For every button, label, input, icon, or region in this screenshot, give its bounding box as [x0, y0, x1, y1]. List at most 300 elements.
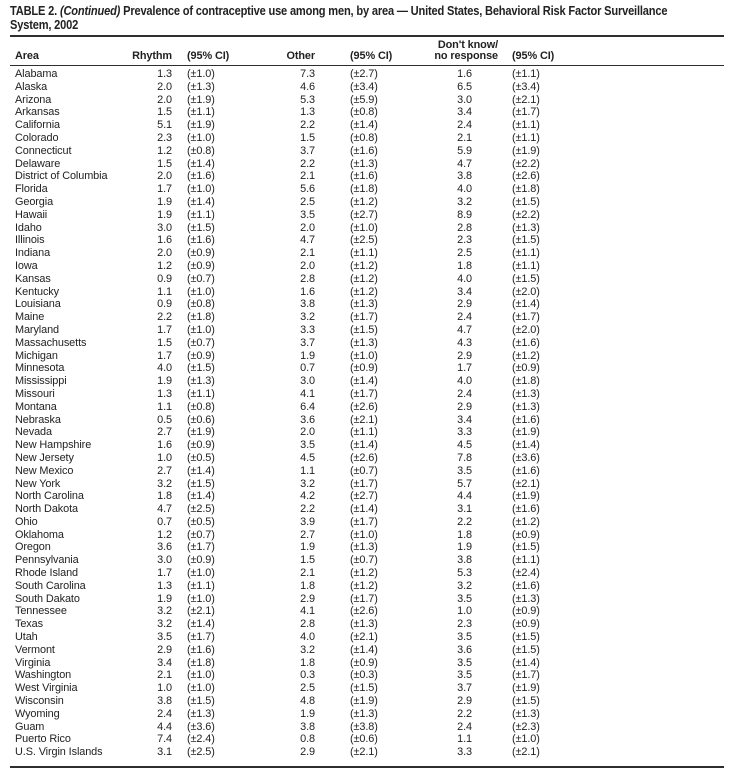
table-row — [10, 362, 724, 375]
rhythm-ci: (±2.1) — [187, 605, 215, 618]
dontknow-ci: (±1.3) — [512, 387, 540, 400]
rhythm-ci: (±0.9) — [187, 439, 215, 452]
rhythm-value: 1.9 — [157, 208, 172, 221]
rhythm-ci: (±0.8) — [187, 298, 215, 311]
rhythm-ci: (±1.4) — [187, 490, 215, 503]
other-ci: (±0.3) — [350, 669, 378, 682]
rhythm-ci: (±1.5) — [187, 695, 215, 708]
other-ci: (±2.6) — [350, 605, 378, 618]
other-value: 4.2 — [300, 490, 315, 503]
dontknow-value: 4.0 — [457, 272, 472, 285]
other-value: 3.8 — [300, 720, 315, 733]
dontknow-value: 1.8 — [457, 528, 472, 541]
area-cell: Hawaii — [15, 208, 48, 221]
table-row — [10, 286, 724, 299]
rhythm-value: 1.7 — [157, 323, 172, 336]
area-cell: Indiana — [15, 247, 51, 260]
rhythm-value: 2.0 — [157, 170, 172, 183]
rhythm-ci: (±1.3) — [187, 375, 215, 388]
dontknow-ci: (±2.4) — [512, 567, 540, 580]
rhythm-ci: (±1.8) — [187, 656, 215, 669]
table-row — [10, 401, 724, 414]
rhythm-value: 2.0 — [157, 247, 172, 260]
rhythm-value: 0.9 — [157, 298, 172, 311]
area-cell: Arizona — [15, 93, 52, 106]
rhythm-ci: (±1.9) — [187, 93, 215, 106]
table-row — [10, 490, 724, 503]
other-value: 4.1 — [300, 605, 315, 618]
rhythm-ci: (±0.7) — [187, 528, 215, 541]
other-ci: (±1.2) — [350, 579, 378, 592]
area-cell: Louisiana — [15, 298, 61, 311]
area-cell: Texas — [15, 618, 43, 631]
area-cell: Minnesota — [15, 362, 65, 375]
rhythm-value: 1.7 — [157, 349, 172, 362]
dontknow-value: 3.3 — [457, 746, 472, 759]
dontknow-value: 1.9 — [457, 541, 472, 554]
rhythm-value: 2.4 — [157, 707, 172, 720]
dontknow-ci: (±1.4) — [512, 656, 540, 669]
table-row — [10, 94, 724, 107]
column-header-dontknow — [430, 40, 510, 62]
other-value: 3.7 — [300, 144, 315, 157]
rhythm-ci: (±1.5) — [187, 477, 215, 490]
dontknow-ci: (±1.6) — [512, 413, 540, 426]
rhythm-value: 3.0 — [157, 221, 172, 234]
area-cell: Connecticut — [15, 144, 72, 157]
other-value: 3.2 — [300, 643, 315, 656]
rhythm-ci: (±1.0) — [187, 131, 215, 144]
area-cell: West Virginia — [15, 682, 78, 695]
dontknow-value: 3.5 — [457, 592, 472, 605]
rhythm-ci: (±0.7) — [187, 336, 215, 349]
dontknow-ci: (±1.3) — [512, 707, 540, 720]
other-ci: (±2.7) — [350, 68, 378, 80]
rhythm-value: 1.9 — [157, 195, 172, 208]
dontknow-value: 2.9 — [457, 349, 472, 362]
rhythm-ci: (±1.1) — [187, 106, 215, 119]
dontknow-ci: (±1.2) — [512, 349, 540, 362]
rhythm-ci: (±1.4) — [187, 618, 215, 631]
table-row — [10, 541, 724, 554]
dontknow-value: 3.2 — [457, 195, 472, 208]
dontknow-ci: (±2.2) — [512, 208, 540, 221]
area-cell: U.S. Virgin Islands — [15, 746, 103, 759]
dontknow-ci: (±1.4) — [512, 439, 540, 452]
other-ci: (±2.5) — [350, 234, 378, 247]
other-value: 1.1 — [300, 464, 315, 477]
other-ci: (±1.7) — [350, 387, 378, 400]
other-ci: (±0.6) — [350, 733, 378, 746]
other-ci: (±0.7) — [350, 554, 378, 567]
rhythm-ci: (±1.6) — [187, 643, 215, 656]
table-row — [10, 516, 724, 529]
rhythm-ci: (±1.0) — [187, 682, 215, 695]
rhythm-value: 0.5 — [157, 413, 172, 426]
dontknow-ci: (±2.1) — [512, 477, 540, 490]
table-row — [10, 618, 724, 631]
rhythm-value: 2.7 — [157, 464, 172, 477]
other-value: 2.9 — [300, 746, 315, 759]
dontknow-value: 3.4 — [457, 413, 472, 426]
table-row — [10, 644, 724, 657]
table-row — [10, 414, 724, 427]
table-row — [10, 260, 724, 273]
dontknow-value: 3.8 — [457, 170, 472, 183]
rhythm-value: 3.1 — [157, 746, 172, 759]
area-cell: Pennsylvania — [15, 554, 79, 567]
other-value: 5.3 — [300, 93, 315, 106]
other-ci: (±2.6) — [350, 451, 378, 464]
rhythm-ci: (±1.9) — [187, 119, 215, 132]
area-cell: Missouri — [15, 387, 55, 400]
table-row — [10, 554, 724, 567]
area-cell: Oklahoma — [15, 528, 64, 541]
dontknow-ci: (±1.6) — [512, 464, 540, 477]
area-cell: Michigan — [15, 349, 58, 362]
rhythm-value: 3.6 — [157, 541, 172, 554]
dontknow-value: 5.9 — [457, 144, 472, 157]
table-row — [10, 478, 724, 491]
area-cell: Florida — [15, 183, 48, 196]
area-cell: Montana — [15, 400, 57, 413]
other-value: 0.3 — [300, 669, 315, 682]
other-ci: (±1.7) — [350, 592, 378, 605]
dontknow-value: 2.4 — [457, 720, 472, 733]
title-table-number: TABLE 2. — [10, 4, 58, 18]
area-cell: Oregon — [15, 541, 51, 554]
other-value: 3.8 — [300, 298, 315, 311]
dontknow-ci: (±1.6) — [512, 336, 540, 349]
table-row — [10, 158, 724, 171]
area-cell: Idaho — [15, 221, 42, 234]
rhythm-value: 1.9 — [157, 375, 172, 388]
table-bottom-rule — [10, 766, 724, 768]
other-value: 3.3 — [300, 323, 315, 336]
other-ci: (±1.2) — [350, 195, 378, 208]
other-value: 2.2 — [300, 157, 315, 170]
area-cell: Guam — [15, 720, 45, 733]
other-ci: (±3.4) — [350, 80, 378, 93]
area-cell: Puerto Rico — [15, 733, 71, 746]
dontknow-ci: (±2.2) — [512, 157, 540, 170]
dontknow-ci: (±1.3) — [512, 221, 540, 234]
other-ci: (±1.3) — [350, 618, 378, 631]
dontknow-ci: (±1.9) — [512, 490, 540, 503]
column-header-area: Area — [15, 50, 39, 62]
table-row — [10, 68, 724, 81]
other-ci: (±0.9) — [350, 656, 378, 669]
dontknow-value: 1.0 — [457, 605, 472, 618]
rhythm-value: 1.0 — [157, 682, 172, 695]
table-row — [10, 324, 724, 337]
rhythm-value: 1.5 — [157, 157, 172, 170]
rhythm-ci: (±1.6) — [187, 170, 215, 183]
dontknow-value: 2.5 — [457, 247, 472, 260]
area-cell: New Jersety — [15, 451, 74, 464]
dontknow-ci: (±1.5) — [512, 541, 540, 554]
dontknow-ci: (±1.7) — [512, 106, 540, 119]
dontknow-value: 4.4 — [457, 490, 472, 503]
dontknow-ci: (±0.9) — [512, 605, 540, 618]
other-value: 2.8 — [300, 618, 315, 631]
rhythm-value: 3.0 — [157, 554, 172, 567]
other-value: 4.0 — [300, 631, 315, 644]
area-cell: Mississippi — [15, 375, 67, 388]
dontknow-ci: (±1.5) — [512, 195, 540, 208]
table-row — [10, 350, 724, 363]
area-cell: Georgia — [15, 195, 54, 208]
other-value: 2.5 — [300, 195, 315, 208]
other-ci: (±2.1) — [350, 631, 378, 644]
column-header-dontknow-ci: (95% CI) — [512, 50, 555, 62]
area-cell: Nebraska — [15, 413, 61, 426]
dontknow-ci: (±1.9) — [512, 682, 540, 695]
dontknow-ci: (±1.5) — [512, 631, 540, 644]
dontknow-value: 8.9 — [457, 208, 472, 221]
other-value: 2.5 — [300, 682, 315, 695]
table-row — [10, 439, 724, 452]
rhythm-ci: (±0.6) — [187, 413, 215, 426]
title-continued: (Continued) — [59, 4, 121, 18]
area-cell: Delaware — [15, 157, 61, 170]
dontknow-ci: (±1.5) — [512, 272, 540, 285]
other-value: 4.6 — [300, 80, 315, 93]
rhythm-value: 5.1 — [157, 119, 172, 132]
area-cell: Rhode Island — [15, 567, 78, 580]
rhythm-ci: (±0.9) — [187, 349, 215, 362]
rhythm-value: 1.1 — [157, 400, 172, 413]
table-body — [0, 68, 734, 759]
dontknow-value: 2.1 — [457, 131, 472, 144]
area-cell: Maryland — [15, 323, 59, 336]
other-value: 1.9 — [300, 349, 315, 362]
dontknow-value: 4.7 — [457, 157, 472, 170]
dontknow-ci: (±1.9) — [512, 426, 540, 439]
rhythm-ci: (±1.4) — [187, 195, 215, 208]
other-ci: (±0.7) — [350, 464, 378, 477]
other-ci: (±1.4) — [350, 503, 378, 516]
area-cell: New York — [15, 477, 61, 490]
dontknow-value: 1.7 — [457, 362, 472, 375]
table-row — [10, 465, 724, 478]
area-cell: South Carolina — [15, 579, 86, 592]
other-value: 3.5 — [300, 439, 315, 452]
area-cell: Wyoming — [15, 707, 60, 720]
other-ci: (±1.6) — [350, 144, 378, 157]
other-ci: (±1.7) — [350, 515, 378, 528]
other-ci: (±1.7) — [350, 477, 378, 490]
other-value: 2.1 — [300, 567, 315, 580]
rhythm-ci: (±0.5) — [187, 515, 215, 528]
rhythm-ci: (±0.9) — [187, 247, 215, 260]
rhythm-ci: (±1.0) — [187, 323, 215, 336]
dontknow-value: 2.9 — [457, 298, 472, 311]
other-value: 2.1 — [300, 247, 315, 260]
rhythm-value: 1.5 — [157, 106, 172, 119]
rhythm-value: 1.3 — [157, 387, 172, 400]
rhythm-ci: (±1.8) — [187, 311, 215, 324]
dontknow-value: 3.3 — [457, 426, 472, 439]
area-cell: Virginia — [15, 656, 51, 669]
column-header-rhythm: Rhythm — [132, 50, 172, 62]
rhythm-ci: (±1.0) — [187, 183, 215, 196]
dontknow-ci: (±1.1) — [512, 554, 540, 567]
other-ci: (±1.1) — [350, 426, 378, 439]
other-value: 3.2 — [300, 311, 315, 324]
area-cell: North Dakota — [15, 503, 78, 516]
dontknow-ci: (±0.9) — [512, 618, 540, 631]
area-cell: Kansas — [15, 272, 51, 285]
rhythm-value: 1.2 — [157, 259, 172, 272]
dontknow-value: 5.3 — [457, 567, 472, 580]
rhythm-ci: (±0.9) — [187, 554, 215, 567]
rhythm-value: 1.8 — [157, 490, 172, 503]
other-value: 4.1 — [300, 387, 315, 400]
area-cell: New Mexico — [15, 464, 74, 477]
rhythm-ci: (±1.0) — [187, 669, 215, 682]
table-row — [10, 375, 724, 388]
dontknow-ci: (±1.6) — [512, 579, 540, 592]
dontknow-ci: (±1.8) — [512, 183, 540, 196]
rhythm-ci: (±1.0) — [187, 567, 215, 580]
dontknow-value: 7.8 — [457, 451, 472, 464]
dontknow-value: 3.6 — [457, 643, 472, 656]
table-row — [10, 145, 724, 158]
other-value: 1.6 — [300, 285, 315, 298]
other-ci: (±1.3) — [350, 541, 378, 554]
table-row — [10, 388, 724, 401]
dontknow-ci: (±3.4) — [512, 80, 540, 93]
dontknow-value: 2.9 — [457, 695, 472, 708]
rhythm-value: 4.0 — [157, 362, 172, 375]
table-row — [10, 631, 724, 644]
other-ci: (±1.0) — [350, 349, 378, 362]
rhythm-ci: (±0.5) — [187, 451, 215, 464]
other-value: 3.7 — [300, 336, 315, 349]
other-value: 2.0 — [300, 259, 315, 272]
area-cell: Arkansas — [15, 106, 60, 119]
dontknow-ci: (±1.7) — [512, 669, 540, 682]
other-ci: (±1.3) — [350, 707, 378, 720]
rhythm-ci: (±1.9) — [187, 426, 215, 439]
dontknow-value: 3.5 — [457, 631, 472, 644]
dontknow-value: 4.3 — [457, 336, 472, 349]
area-cell: Colorado — [15, 131, 59, 144]
rhythm-value: 2.9 — [157, 643, 172, 656]
area-cell: Washington — [15, 669, 72, 682]
rhythm-value: 3.2 — [157, 618, 172, 631]
table-row — [10, 106, 724, 119]
column-header-other: Other — [286, 50, 315, 62]
area-cell: South Dakato — [15, 592, 80, 605]
table-row — [10, 273, 724, 286]
other-value: 1.5 — [300, 131, 315, 144]
other-value: 3.0 — [300, 375, 315, 388]
table-row — [10, 132, 724, 145]
rhythm-ci: (±1.7) — [187, 631, 215, 644]
rhythm-value: 3.2 — [157, 477, 172, 490]
table-row — [10, 657, 724, 670]
dontknow-ci: (±2.1) — [512, 746, 540, 759]
table-row — [10, 682, 724, 695]
dontknow-value: 3.0 — [457, 93, 472, 106]
rhythm-ci: (±1.3) — [187, 707, 215, 720]
rhythm-value: 4.7 — [157, 503, 172, 516]
rhythm-ci: (±0.8) — [187, 400, 215, 413]
area-cell: Illinois — [15, 234, 45, 247]
dontknow-ci: (±2.3) — [512, 720, 540, 733]
dontknow-ci: (±1.5) — [512, 234, 540, 247]
rhythm-value: 2.0 — [157, 80, 172, 93]
table-row — [10, 593, 724, 606]
other-value: 2.1 — [300, 170, 315, 183]
dontknow-value: 2.2 — [457, 707, 472, 720]
table-row — [10, 234, 724, 247]
area-cell: District of Columbia — [15, 170, 108, 183]
dontknow-value: 3.5 — [457, 656, 472, 669]
dontknow-ci: (±1.1) — [512, 68, 540, 80]
dontknow-value: 4.7 — [457, 323, 472, 336]
rhythm-ci: (±1.0) — [187, 285, 215, 298]
other-value: 1.5 — [300, 554, 315, 567]
area-cell: Alabama — [15, 68, 58, 80]
rhythm-ci: (±0.7) — [187, 272, 215, 285]
rhythm-value: 2.1 — [157, 669, 172, 682]
dontknow-value: 3.4 — [457, 106, 472, 119]
rhythm-ci: (±1.5) — [187, 221, 215, 234]
rhythm-ci: (±1.6) — [187, 234, 215, 247]
area-cell: California — [15, 119, 61, 132]
other-ci: (±1.2) — [350, 272, 378, 285]
area-cell: Nevada — [15, 426, 52, 439]
dontknow-ci: (±2.1) — [512, 93, 540, 106]
dontknow-value: 3.1 — [457, 503, 472, 516]
table-row — [10, 81, 724, 94]
other-ci: (±2.7) — [350, 208, 378, 221]
dontknow-ci: (±2.0) — [512, 323, 540, 336]
column-header-other-ci: (95% CI) — [350, 50, 393, 62]
rhythm-value: 0.7 — [157, 515, 172, 528]
other-value: 1.9 — [300, 707, 315, 720]
other-value: 7.3 — [300, 68, 315, 80]
dontknow-ci: (±1.5) — [512, 643, 540, 656]
other-ci: (±1.4) — [350, 375, 378, 388]
other-value: 1.8 — [300, 656, 315, 669]
other-value: 0.8 — [300, 733, 315, 746]
other-value: 3.9 — [300, 515, 315, 528]
dontknow-ci: (±1.7) — [512, 311, 540, 324]
other-ci: (±1.7) — [350, 311, 378, 324]
dontknow-ci: (±1.1) — [512, 119, 540, 132]
table-row — [10, 222, 724, 235]
rhythm-value: 2.2 — [157, 311, 172, 324]
rhythm-ci: (±3.6) — [187, 720, 215, 733]
table-row — [10, 247, 724, 260]
dontknow-ci: (±3.6) — [512, 451, 540, 464]
dontknow-ci: (±1.3) — [512, 592, 540, 605]
dontknow-ci: (±1.5) — [512, 695, 540, 708]
other-ci: (±1.6) — [350, 170, 378, 183]
dontknow-value: 2.2 — [457, 515, 472, 528]
other-ci: (±1.2) — [350, 285, 378, 298]
other-value: 0.7 — [300, 362, 315, 375]
dontknow-value: 2.3 — [457, 234, 472, 247]
dontknow-value: 1.8 — [457, 259, 472, 272]
dontknow-ci: (±2.6) — [512, 170, 540, 183]
table-row — [10, 119, 724, 132]
other-value: 4.5 — [300, 451, 315, 464]
